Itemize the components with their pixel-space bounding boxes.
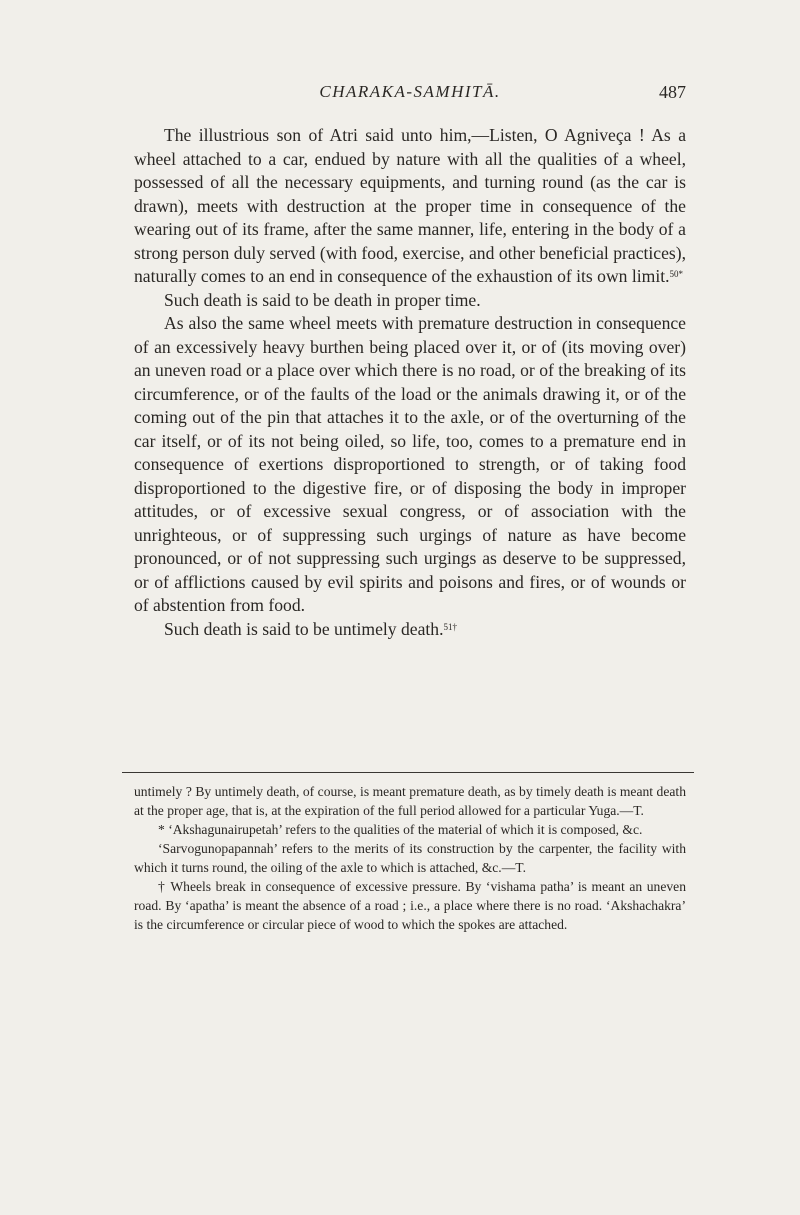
paragraph-text: The illustrious son of Atri said unto him,—Listen, O Agniveça ! As a wheel attached to a car, endued by nature with all the qualities of a wheel, possessed of all the necessary equipments, and turning round (as the car is drawn), meets with destruction at the proper time in consequence of the wearing out of its frame, after the same manner, life, entering in the body of a strong person duly served (with food, exercise, and other beneficial practices), naturally comes to an end in consequence of the exhaustion of its own limit.: [134, 125, 686, 286]
paragraph: [134, 312, 686, 618]
paragraph: [134, 124, 686, 289]
footnote: * ‘Akshagunairupetah’ refers to the qualities of the material of which it is composed, &c.: [158, 822, 643, 837]
footnote: untimely ? By untimely death, of course, is meant premature death, as by timely death is meant death at the proper age, that is, at the expiration of the full period allowed for a particular Yuga.—T.: [134, 784, 686, 818]
footnote: ‘Sarvogunopapannah’ refers to the merits of its construction by the carpenter, the facility with which it turns round, the oiling of the axle to which is attached, &c.—T.: [134, 841, 686, 875]
running-title: CHARAKA-SAMHITĀ.: [319, 82, 501, 101]
paragraph: [134, 618, 686, 642]
paragraph-text: Such death is said to be death in proper time.: [164, 289, 481, 310]
paragraph-text: As also the same wheel meets with premature destruction in consequence of an excessively heavy burthen being placed over it, or of (its moving over) an uneven road or a place over which there is no road, or of the breaking of its circumference, or of the faults of the load or the animals drawing it, or of the coming out of the pin that attaches it to the axle, or of the overturning of the car itself, or of its not being oiled, so life, too, comes to a premature end in consequence of exertions disproportioned to strength, or of taking food disproportioned to the digestive fire, or of disposing the body in improper attitudes, or of excessive sexual congress, or of association with the unrighteous, or of suppressing such urgings of nature as have become pronounced, or of not suppressing such urgings as deserve to be suppressed, or of afflictions caused by evil spirits and poisons and fires, or of wounds or of abstention from food.: [134, 313, 686, 615]
paragraph-text: Such death is said to be untimely death.: [164, 618, 444, 639]
page-header: [134, 78, 686, 106]
footnote-divider: [122, 772, 694, 773]
footnote-mark: 50*: [669, 269, 684, 279]
footnote-mark: 51†: [443, 621, 457, 632]
page-number: 487: [659, 82, 686, 102]
footnote: † Wheels break in consequence of excessive pressure. By ‘vishama patha’ is meant an uneven road. By ‘apatha’ is meant the absence of a road ; i.e., a place where there is no road. ‘Akshachakra’ is the circumference or circular piece of wood to which the spokes are attached.: [134, 879, 686, 932]
footnotes: [134, 782, 686, 934]
paragraph: [134, 289, 686, 313]
main-text: [134, 124, 686, 641]
